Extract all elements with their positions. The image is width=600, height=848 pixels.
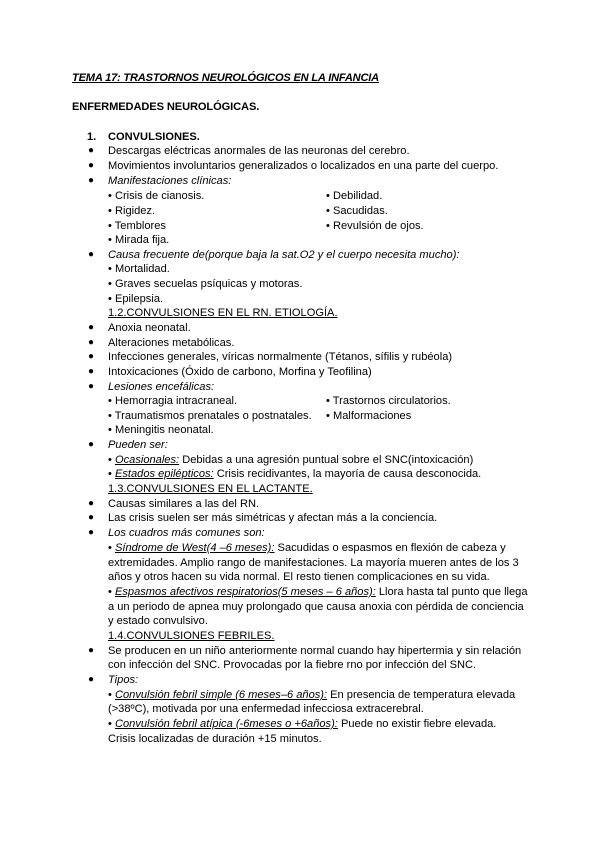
- bullet-icon: ●: [88, 175, 95, 186]
- sub-item: • Malformaciones: [326, 410, 412, 422]
- sub-item: • Rigidez.: [108, 205, 156, 217]
- subsection-heading: 1.4.CONVULSIONES FEBRILES.: [108, 630, 275, 642]
- continuation-line: (>38ºC), motivada por una enfermedad infecciosa extracerebral.: [108, 703, 424, 715]
- section-title: CONVULSIONES.: [108, 131, 200, 143]
- subsection-heading: 1.3.CONVULSIONES EN EL LACTANTE.: [108, 483, 313, 495]
- list-item: Causa frecuente de(porque baja la sat.O2 y el cuerpo necesita mucho):: [108, 249, 460, 261]
- section-number: 1.: [87, 131, 97, 143]
- sub-item: • Espasmos afectivos respiratorios(5 meses – 6 años): Llora hasta tal punto que llega: [108, 586, 528, 598]
- bullet-icon: ●: [88, 498, 95, 509]
- subsection-heading: 1.2.CONVULSIONES EN EL RN. ETIOLOGÍA.: [108, 307, 338, 319]
- sub-item: • Convulsión febril simple (6 meses–6 años): En presencia de temperatura elevada: [108, 689, 516, 701]
- list-item: Intoxicaciones (Óxido de carbono, Morfina y Teofilina): [108, 366, 372, 378]
- sub-item: • Revulsión de ojos.: [326, 220, 424, 232]
- bullet-icon: ●: [88, 351, 95, 362]
- list-item: Infecciones generales, víricas normalmente (Tétanos, sífilis y rubéola): [108, 351, 453, 363]
- sub-item: • Epilepsia.: [108, 293, 164, 305]
- bullet-icon: ●: [88, 366, 95, 377]
- main-heading: ENFERMEDADES NEUROLÓGICAS.: [72, 101, 260, 113]
- sub-item: • Trastornos circulatorios.: [326, 395, 451, 407]
- list-item: Descargas eléctricas anormales de las neuronas del cerebro.: [108, 145, 410, 157]
- term-text: Sacudidas o espasmos en flexión de cabeza y: [274, 542, 506, 554]
- sub-item: • Convulsión febril atípica (-6meses o +6años): Puede no existir fiebre elevada.: [108, 718, 497, 730]
- term-text: Debidas a una agresión puntual sobre el SNC(intoxicación): [179, 454, 474, 466]
- continuation-line: extremidades. Amplio rango de manifestaciones. La mayoría mueren antes de los 3: [108, 557, 519, 569]
- term-label: Espasmos afectivos respiratorios(5 meses – 6 años):: [114, 586, 376, 598]
- bullet-icon: ●: [88, 145, 95, 156]
- list-item: Alteraciones metabólicas.: [108, 337, 235, 349]
- continuation-line: años y otros hacen su vida normal. El resto tienen complicaciones en su vida.: [108, 571, 490, 583]
- bullet-icon: ●: [88, 674, 95, 685]
- list-item: Tipos:: [108, 674, 139, 686]
- sub-item: • Hemorragia intracraneal.: [108, 395, 238, 407]
- sub-item: • Traumatismos prenatales o postnatales.: [108, 410, 312, 422]
- sub-item: • Debilidad.: [326, 190, 383, 202]
- bullet-icon: ●: [88, 381, 95, 392]
- bullet-icon: ●: [88, 645, 95, 656]
- sub-item: • Graves secuelas psíquicas y motoras.: [108, 278, 303, 290]
- term-label: Convulsión febril atípica (-6meses o +6años):: [114, 718, 338, 730]
- bullet-icon: ●: [88, 527, 95, 538]
- sub-item: • Sacudidas.: [326, 205, 388, 217]
- term-label: Estados epilépticos:: [114, 468, 214, 480]
- list-item: Anoxia neonatal.: [108, 322, 191, 334]
- bullet-icon: ●: [88, 439, 95, 450]
- bullet-icon: ●: [88, 337, 95, 348]
- sub-item: • Temblores: [108, 220, 166, 232]
- sub-item: • Ocasionales: Debidas a una agresión puntual sobre el SNC(intoxicación): [108, 454, 474, 466]
- document-title: TEMA 17: TRASTORNOS NEUROLÓGICOS EN LA INFANCIA: [72, 72, 379, 84]
- list-item: Las crisis suelen ser más simétricas y afectan más a la conciencia.: [108, 512, 438, 524]
- bullet-icon: ●: [88, 249, 95, 260]
- list-item: Movimientos involuntarios generalizados o localizados en una parte del cuerpo.: [108, 160, 499, 172]
- sub-item: • Estados epilépticos: Crisis recidivantes, la mayoría de causa desconocida.: [108, 468, 482, 480]
- term-label: Convulsión febril simple (6 meses–6 años):: [114, 689, 328, 701]
- list-item: Los cuadros más comunes son:: [108, 527, 265, 539]
- term-label: Ocasionales:: [114, 454, 180, 466]
- sub-item: • Mortalidad.: [108, 263, 170, 275]
- sub-item: • Síndrome de West(4 –6 meses): Sacudidas o espasmos en flexión de cabeza y: [108, 542, 506, 554]
- list-item: Causas similares a las del RN.: [108, 498, 260, 510]
- term-text: Crisis recidivantes, la mayoría de causa desconocida.: [213, 468, 482, 480]
- continuation-line: con infección del SNC. Provocadas por la fiebre rno por infección del SNC.: [108, 659, 477, 671]
- term-text: Puede no existir fiebre elevada.: [337, 718, 497, 730]
- sub-item: • Crisis de cianosis.: [108, 190, 205, 202]
- sub-item: • Mirada fija.: [108, 234, 170, 246]
- continuation-line: Crisis localizadas de duración +15 minutos.: [108, 733, 322, 745]
- term-text: Llora hasta tal punto que llega: [375, 586, 528, 598]
- bullet-icon: ●: [88, 160, 95, 171]
- bullet-icon: ●: [88, 322, 95, 333]
- list-item: Manifestaciones clínicas:: [108, 175, 232, 187]
- term-text: En presencia de temperatura elevada: [327, 689, 516, 701]
- term-label: Síndrome de West(4 –6 meses):: [114, 542, 275, 554]
- sub-item: • Meningitis neonatal.: [108, 424, 214, 436]
- continuation-line: y estado convulsivo.: [108, 615, 208, 627]
- bullet-icon: ●: [88, 512, 95, 523]
- continuation-line: a un periodo de apnea muy prolongado que causa anoxia con pérdida de conciencia: [108, 601, 524, 613]
- list-item: Se producen en un niño anteriormente normal cuando hay hipertermia y sin relación: [108, 645, 522, 657]
- list-item: Pueden ser:: [108, 439, 168, 451]
- list-item: Lesiones encefálicas:: [108, 381, 215, 393]
